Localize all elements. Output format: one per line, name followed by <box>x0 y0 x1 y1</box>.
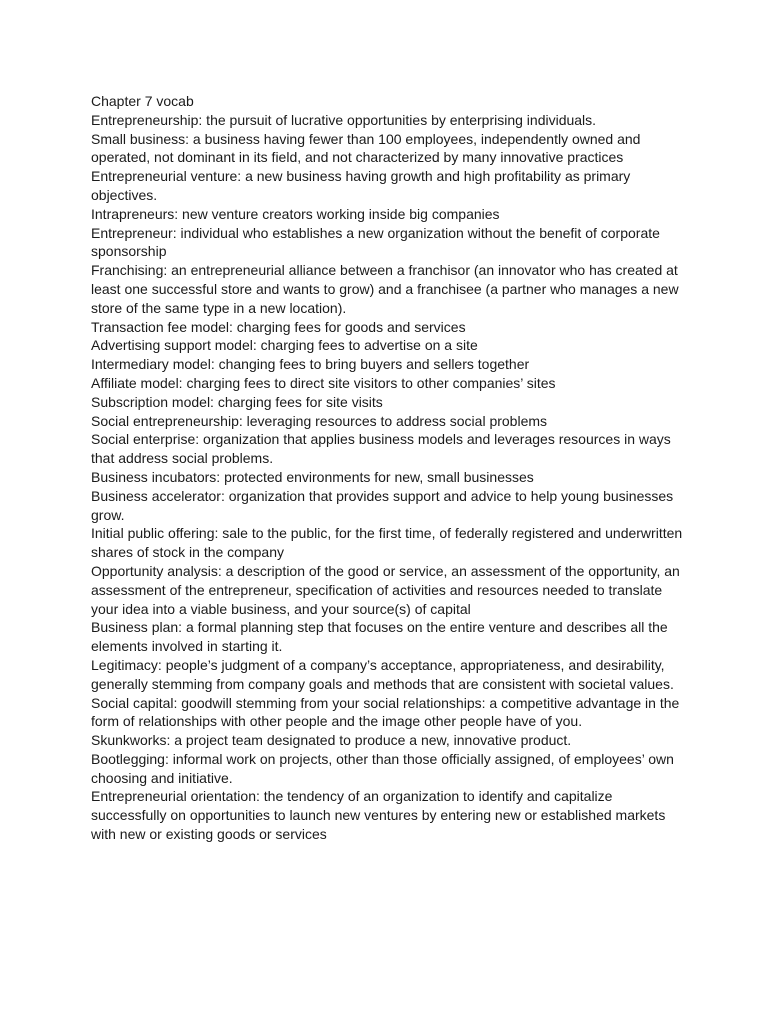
definition-line: Subscription model: charging fees for site visits <box>91 393 383 410</box>
document-body <box>91 92 691 844</box>
definition-line: Bootlegging: informal work on projects, other than those officially assigned, of employees’ own <box>91 750 674 767</box>
definition-line: Affiliate model: charging fees to direct site visitors to other companies’ sites <box>91 374 556 391</box>
definition-line: operated, not dominant in its field, and not characterized by many innovative practices <box>91 149 624 166</box>
definition-line: Social entrepreneurship: leveraging resources to address social problems <box>91 412 548 429</box>
definition-line: Opportunity analysis: a description of the good or service, an assessment of the opportunity, an <box>91 562 680 579</box>
definition-line: Franchising: an entrepreneurial alliance between a franchisor (an innovator who has created at <box>91 262 678 279</box>
definition-line: sponsorship <box>91 243 167 260</box>
definition-line: Entrepreneurship: the pursuit of lucrative opportunities by enterprising individuals. <box>91 111 597 128</box>
definition-line: Intermediary model: changing fees to bring buyers and sellers together <box>91 356 530 373</box>
definition-line: objectives. <box>91 186 158 203</box>
definition-line: Entrepreneurial venture: a new business having growth and high profitability as primary <box>91 168 631 185</box>
definition-line: choosing and initiative. <box>91 769 233 786</box>
definition-line: shares of stock in the company <box>91 544 284 561</box>
definition-line: least one successful store and wants to grow) and a franchisee (a partner who manages a new <box>91 280 679 297</box>
definition-line: Legitimacy: people’s judgment of a company’s acceptance, appropriateness, and desirability, <box>91 656 665 673</box>
definition-line: Social enterprise: organization that applies business models and leverages resources in ways <box>91 431 671 448</box>
definition-line: Intrapreneurs: new venture creators working inside big companies <box>91 205 500 222</box>
definition-line: store of the same type in a new location). <box>91 299 347 316</box>
definition-line: assessment of the entrepreneur, specification of activities and resources needed to translate <box>91 581 663 598</box>
definition-line: grow. <box>91 506 125 523</box>
definition-line: your idea into a viable business, and your source(s) of capital <box>91 600 471 617</box>
definition-line: Business accelerator: organization that provides support and advice to help young businesses <box>91 487 674 504</box>
definition-line: Small business: a business having fewer than 100 employees, independently owned and <box>91 130 641 147</box>
definition-line: Business plan: a formal planning step that focuses on the entire venture and describes all the <box>91 619 668 636</box>
definition-line: Skunkworks: a project team designated to produce a new, innovative product. <box>91 732 572 749</box>
definition-line: Entrepreneurial orientation: the tendency of an organization to identify and capitalize <box>91 788 613 805</box>
document-title: Chapter 7 vocab <box>91 93 194 109</box>
definition-line: form of relationships with other people and the image other people have of you. <box>91 713 583 730</box>
definition-line: with new or existing goods or services <box>91 826 327 843</box>
definition-line: elements involved in starting it. <box>91 638 283 655</box>
definition-line: Initial public offering: sale to the public, for the first time, of federally registered and underwritten <box>91 525 683 542</box>
definition-line: Business incubators: protected environments for new, small businesses <box>91 468 534 485</box>
definition-line: Advertising support model: charging fees to advertise on a site <box>91 337 478 354</box>
definition-line: that address social problems. <box>91 450 274 467</box>
definition-line: Transaction fee model: charging fees for goods and services <box>91 318 466 335</box>
definition-line: successfully on opportunities to launch new ventures by entering new or established markets <box>91 807 666 824</box>
definition-line: generally stemming from company goals and methods that are consistent with societal values. <box>91 675 674 692</box>
definition-line: Social capital: goodwill stemming from your social relationships: a competitive advantage in the <box>91 694 680 711</box>
definition-line: Entrepreneur: individual who establishes a new organization without the benefit of corporate <box>91 224 660 241</box>
